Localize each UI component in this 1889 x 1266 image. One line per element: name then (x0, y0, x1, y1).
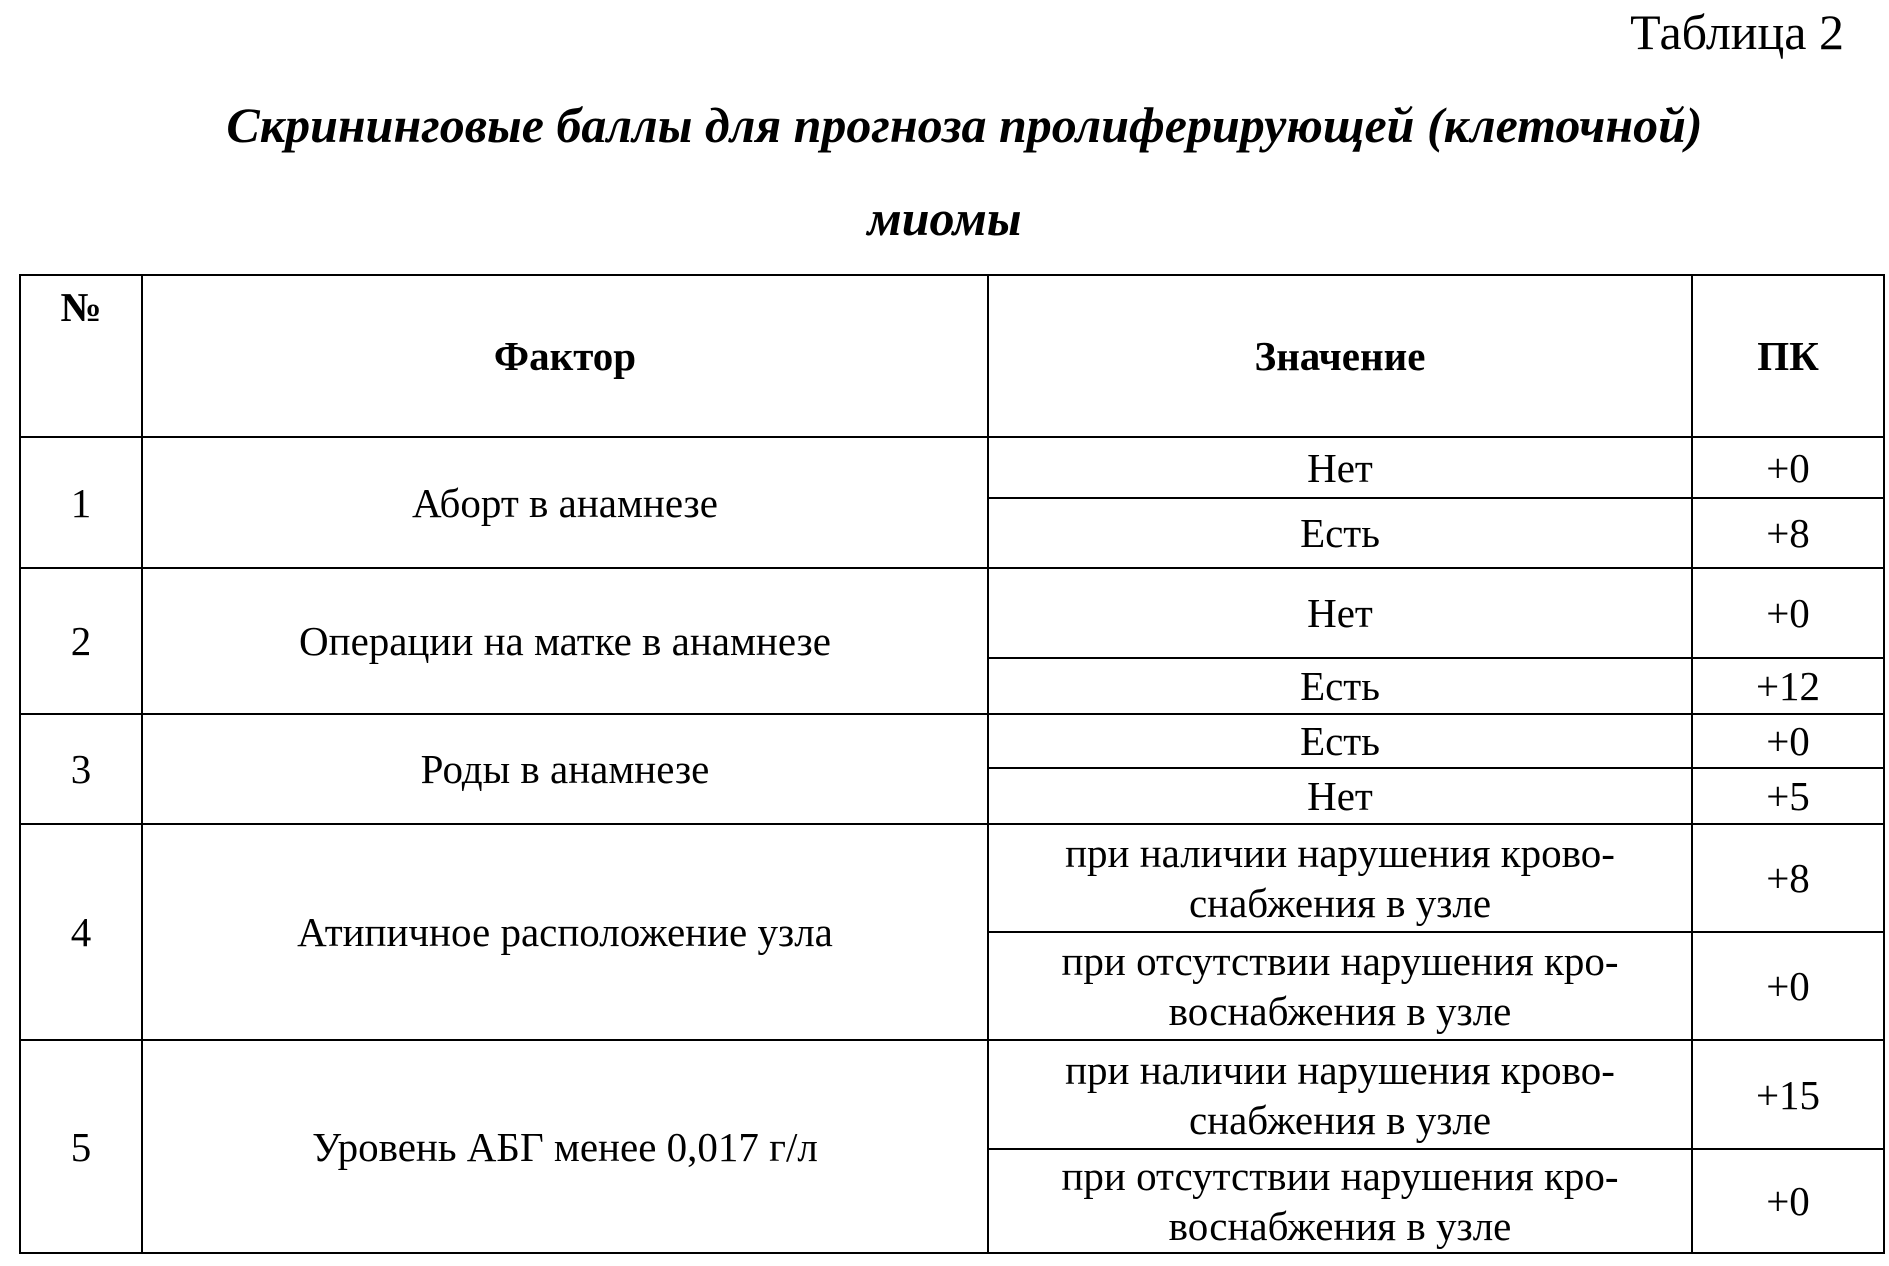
row-factor: Аборт в анамнезе (142, 437, 988, 568)
row-score: +0 (1692, 932, 1884, 1040)
header-value: Значение (988, 275, 1692, 437)
row-score: +12 (1692, 658, 1884, 714)
header-factor: Фактор (142, 275, 988, 437)
row-number: 4 (20, 824, 142, 1040)
row-value: Есть (988, 714, 1692, 768)
table-row (20, 437, 1884, 498)
row-value-line: воснабжения в узле (1168, 1203, 1512, 1249)
table-row (20, 1040, 1884, 1149)
table-caption: Таблица 2 (1630, 4, 1844, 60)
row-factor: Операции на матке в анамнезе (142, 568, 988, 714)
screening-score-table (19, 274, 1885, 1254)
row-value: Есть (988, 658, 1692, 714)
table-title-line-1: Скрининговые баллы для прогноза пролиферирующей (клеточной) (226, 97, 1703, 153)
row-score: +0 (1692, 568, 1884, 658)
row-value: Нет (988, 768, 1692, 824)
row-value: Нет (988, 437, 1692, 498)
row-score: +8 (1692, 498, 1884, 568)
row-value-line: при отсутствии нарушения кро- (1061, 1153, 1619, 1199)
row-factor: Атипичное расположение узла (142, 824, 988, 1040)
row-score: +8 (1692, 824, 1884, 932)
row-value-line: воснабжения в узле (1168, 988, 1512, 1034)
row-number: 2 (20, 568, 142, 714)
header-num: № (20, 275, 142, 437)
row-value (988, 824, 1692, 932)
row-value-line: снабжения в узле (1188, 1096, 1492, 1143)
header-row (20, 275, 1884, 437)
row-score: +0 (1692, 714, 1884, 768)
row-score: +15 (1692, 1040, 1884, 1149)
row-value-line: снабжения в узле (1188, 880, 1492, 926)
row-value (988, 1149, 1692, 1253)
row-value (988, 1040, 1692, 1149)
row-score: +5 (1692, 768, 1884, 824)
row-factor: Роды в анамнезе (142, 714, 988, 824)
table-row (20, 824, 1884, 932)
row-value: Нет (988, 568, 1692, 658)
row-number: 1 (20, 437, 142, 568)
table-row (20, 714, 1884, 768)
header-score: ПК (1692, 275, 1884, 437)
row-value-line: при наличии нарушения крово- (1065, 830, 1615, 876)
row-value-line: при отсутствии нарушения кро- (1061, 938, 1619, 984)
row-number: 3 (20, 714, 142, 824)
row-factor: Уровень АБГ менее 0,017 г/л (142, 1040, 988, 1253)
table-row (20, 568, 1884, 658)
row-value-line: при наличии нарушения крово- (1065, 1046, 1615, 1093)
row-score: +0 (1692, 1149, 1884, 1253)
row-value (988, 932, 1692, 1040)
row-score: +0 (1692, 437, 1884, 498)
row-number: 5 (20, 1040, 142, 1253)
table-title-line-2: миомы (867, 190, 1022, 246)
row-value: Есть (988, 498, 1692, 568)
